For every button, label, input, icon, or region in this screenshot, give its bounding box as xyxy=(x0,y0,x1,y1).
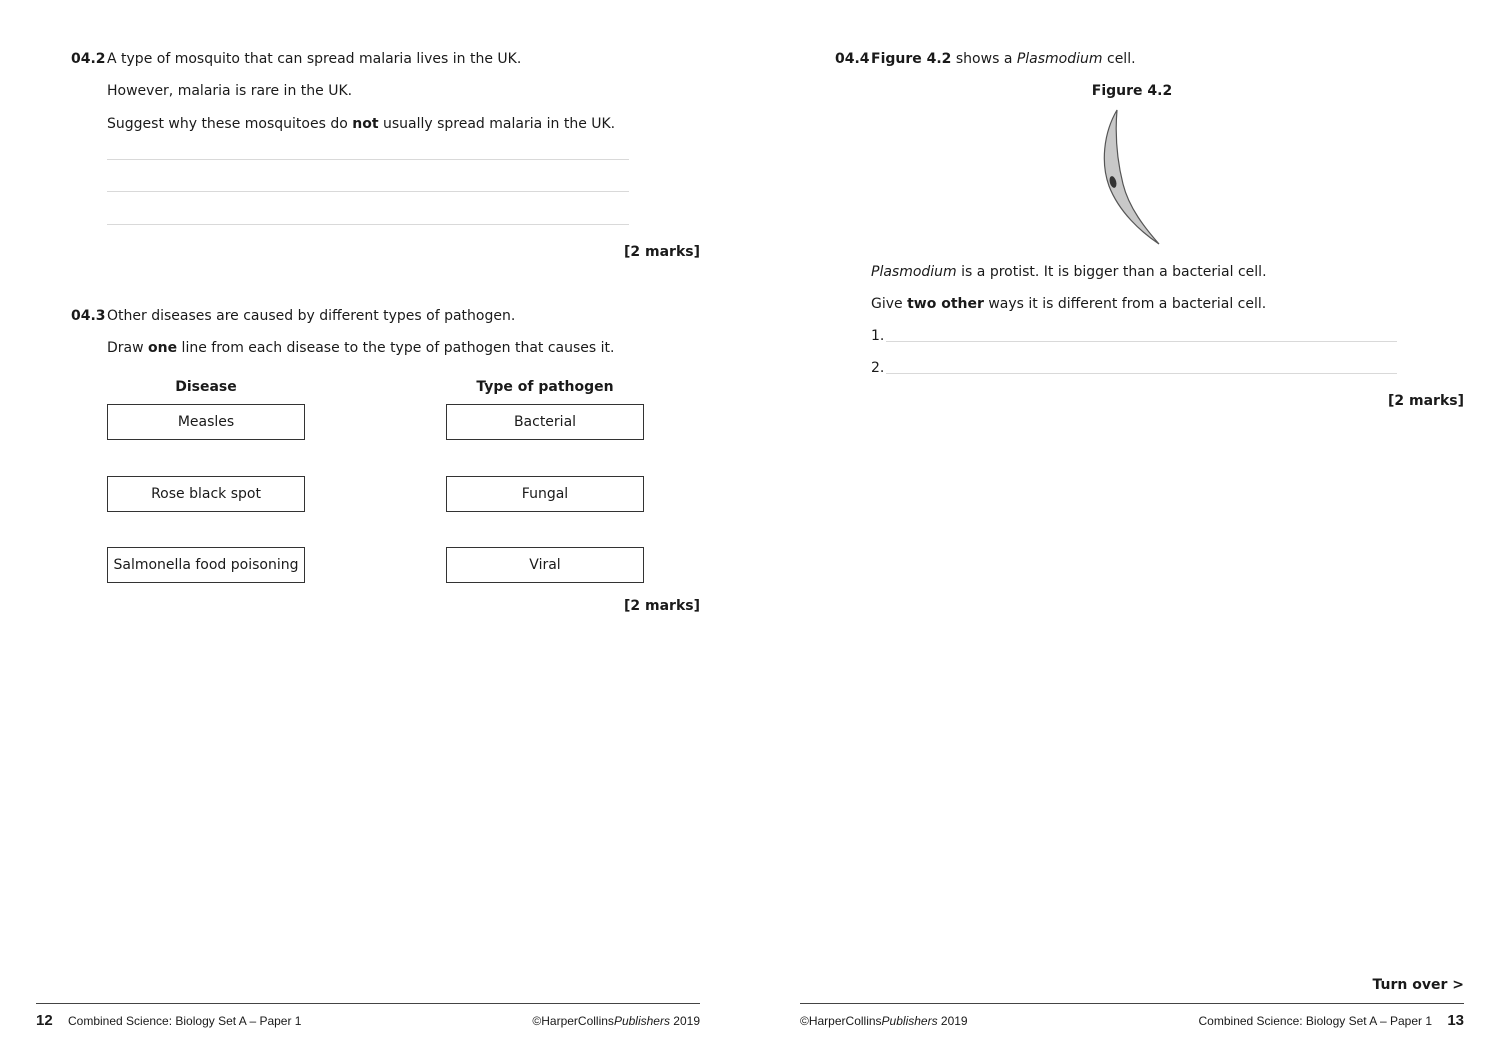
turn-over-label: Turn over > xyxy=(1372,977,1464,993)
marks-label: [2 marks] xyxy=(1388,393,1464,409)
answer-line[interactable] xyxy=(107,159,629,160)
question-text: Plasmodium is a protist. It is bigger than a bacterial cell. xyxy=(871,264,1267,280)
page-number: 12 xyxy=(36,1012,53,1029)
pathogen-box-bacterial[interactable] xyxy=(446,404,644,440)
footer-divider xyxy=(36,1003,700,1004)
pathogen-box-fungal[interactable] xyxy=(446,476,644,512)
pathogen-label: Fungal xyxy=(521,486,569,502)
footer-divider xyxy=(800,1003,1464,1004)
question-text: Figure 4.2 shows a Plasmodium cell. xyxy=(871,51,1136,67)
disease-box-salmonella[interactable] xyxy=(107,547,305,583)
disease-column-header: Disease xyxy=(175,379,237,395)
pathogen-label: Viral xyxy=(529,557,561,573)
answer-line[interactable] xyxy=(107,224,629,225)
pathogen-column-header: Type of pathogen xyxy=(476,379,614,395)
disease-box-measles[interactable] xyxy=(107,404,305,440)
question-text: Suggest why these mosquitoes do not usually spread malaria in the UK. xyxy=(107,116,616,132)
footer-title: Combined Science: Biology Set A – Paper 1 xyxy=(1198,1014,1432,1028)
question-number: 04.3 xyxy=(71,308,106,324)
answer-line[interactable] xyxy=(886,341,1397,342)
footer-copyright: ©HarperCollinsPublishers 2019 xyxy=(800,1014,968,1028)
question-number: 04.4 xyxy=(835,51,870,67)
disease-label: Rose black spot xyxy=(151,486,261,502)
answer-label: 2. xyxy=(871,360,885,376)
question-text: However, malaria is rare in the UK. xyxy=(107,83,353,99)
marks-label: [2 marks] xyxy=(624,598,700,614)
question-text: A type of mosquito that can spread malaria lives in the UK. xyxy=(107,51,522,67)
answer-line[interactable] xyxy=(107,191,629,192)
figure-caption: Figure 4.2 xyxy=(1091,83,1173,99)
footer-title: Combined Science: Biology Set A – Paper 1 xyxy=(68,1014,302,1028)
page-number: 13 xyxy=(1447,1012,1464,1029)
plasmodium-cell-figure xyxy=(1095,104,1170,249)
disease-label: Measles xyxy=(177,414,235,430)
answer-line[interactable] xyxy=(886,373,1397,374)
disease-label: Salmonella food poisoning xyxy=(113,557,299,573)
footer-copyright: ©HarperCollinsPublishers 2019 xyxy=(532,1014,700,1028)
question-text: Draw one line from each disease to the type of pathogen that causes it. xyxy=(107,340,615,356)
disease-box-rose-black-spot[interactable] xyxy=(107,476,305,512)
question-text: Other diseases are caused by different types of pathogen. xyxy=(107,308,516,324)
question-text: Give two other ways it is different from a bacterial cell. xyxy=(871,296,1267,312)
marks-label: [2 marks] xyxy=(624,244,700,260)
question-number: 04.2 xyxy=(71,51,106,67)
pathogen-label: Bacterial xyxy=(513,414,577,430)
answer-label: 1. xyxy=(871,328,885,344)
pathogen-box-viral[interactable] xyxy=(446,547,644,583)
